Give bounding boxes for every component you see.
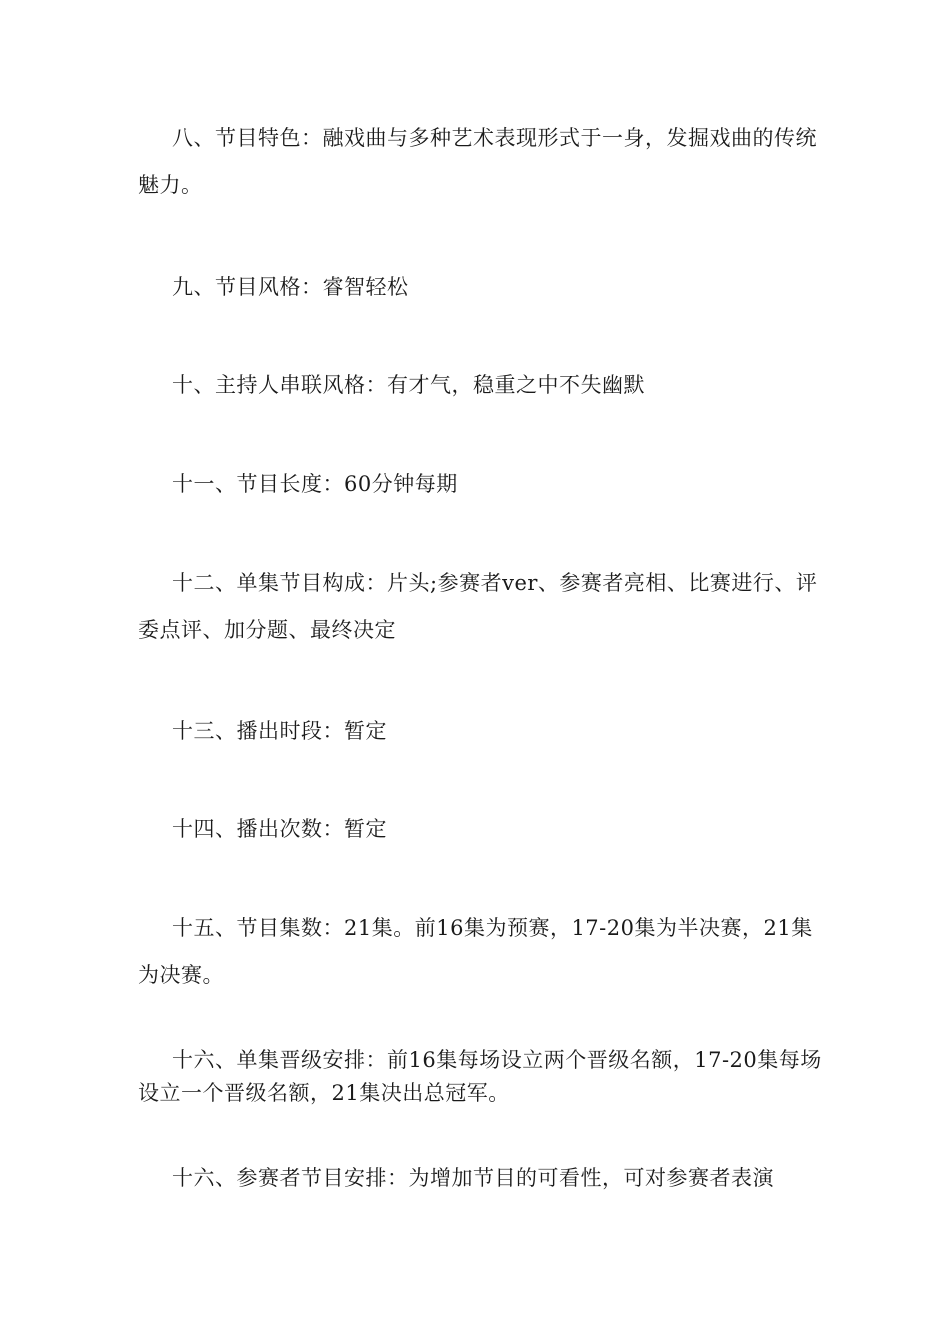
paragraph-host-style: 十、主持人串联风格：有才气，稳重之中不失幽默 [172, 373, 645, 397]
paragraph-broadcast-count: 十四、播出次数：暂定 [172, 817, 387, 841]
paragraph-advancement: 十六、单集晋级安排：前16集每场设立两个晋级名额，17-20集每场设立一个晋级名额，21集决出总冠军。 [138, 1048, 822, 1105]
paragraph-program-style: 九、节目风格：睿智轻松 [172, 275, 409, 299]
paragraph-broadcast-time: 十三、播出时段：暂定 [172, 719, 387, 743]
paragraph-program-length: 十一、节目长度：60分钟每期 [172, 472, 458, 496]
paragraph-episode-count: 十五、节目集数：21集。前16集为预赛，17-20集为半决赛，21集为决赛。 [138, 916, 813, 987]
paragraph-program-features: 八、节目特色：融戏曲与多种艺术表现形式于一身，发掘戏曲的传统魅力。 [138, 126, 817, 197]
paragraph-contestant-arrangement: 十六、参赛者节目安排：为增加节目的可看性，可对参赛者表演 [172, 1166, 774, 1190]
paragraph-episode-structure: 十二、单集节目构成：片头;参赛者ver、参赛者亮相、比赛进行、评委点评、加分题、最终决定 [138, 571, 818, 642]
